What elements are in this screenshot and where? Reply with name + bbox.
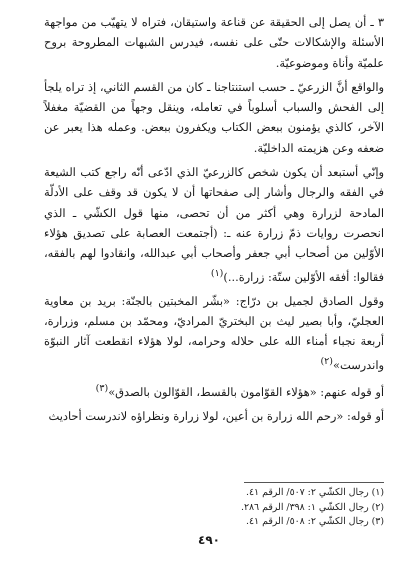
main-text bbox=[44, 12, 384, 430]
footnote-divider bbox=[244, 482, 384, 483]
footnote-ref-3: (٣) bbox=[95, 382, 109, 394]
footnotes-section bbox=[44, 482, 384, 530]
paragraph-text: أو قوله: «رحم الله زرارة بن أعين، لولا زرارة ونظراؤه لاندرست أحاديث bbox=[48, 408, 384, 423]
paragraph-text: أو قوله عنهم: «هؤلاء القوّامون بالقسط، القوّالون بالصدق» bbox=[108, 384, 384, 399]
paragraph-point-3 bbox=[44, 12, 384, 73]
paragraph-text: والواقع أنَّ الزرعيّ ـ حسب استنتاجنا ـ كان من القسم الثاني، إذ تراه يلجأ إلى الفحش والسباب أسلوباً في تعامله، وينقل وجهاً من القضيّة مغفلاً الآخر، كالذي يؤمنون ببعض الكتاب ويكفرون ببعض. وعمله هذا يعبر عن ضعفه وعن هزيمته الداخليّة. bbox=[44, 79, 384, 155]
paragraph-qawwamun bbox=[44, 379, 384, 402]
paragraph-text: ٣ ـ أن يصل إلى الحقيقة عن قناعة واستيقان، فتراه لا يتهيّب من مواجهة الأسئلة والإشكالات حتّى على نفسه، فيدرس الشبهات المطروحة بروح علميّة وأناة وموضوعيّة. bbox=[44, 15, 384, 70]
paragraph-rahima-allah bbox=[44, 406, 384, 426]
paragraph-kashshi-quote bbox=[44, 162, 384, 287]
footnote-2: (٢) رجال الكشّي ١: ٣٩٨/ الرقم ٢٨٦. bbox=[241, 501, 384, 513]
paragraph-text: وإنّي أستبعد أن يكون شخص كالزرعيّ الذي ادّعى أنّه راجع كتب الشيعة في الفقه والرجال وأشار إلى صفحاتها أن لا يكون قد وقف على الأدلّة المادحة لزرارة وهي أكثر من أن تحصى، منها قول الكشّي ـ الذي انحصرت روايات ذمّ زرارة عنه ـ: (أجتمعت العصابة على تصديق هؤلاء الأوّلين من أصحاب أبي جعفر وأصحاب أبي عبدالله، وانقادوا لهم بالفقه، فقالوا: أفقه الأوّلين ستّة: زرارة...) bbox=[44, 165, 384, 284]
page-number: ٤٩٠ bbox=[198, 533, 220, 547]
footnote-ref-2: (٢) bbox=[320, 355, 333, 367]
footnote-3: (٣) رجال الكشّي ٢: ٥٠٨/ الرقم ٤١. bbox=[246, 516, 384, 527]
paragraph-zarai-method bbox=[44, 77, 384, 158]
footnote-1: (١) رجال الكشّي ٢: ٥٠٧/ الرقم ٤١. bbox=[246, 487, 384, 498]
footnote-ref-1: (١) bbox=[210, 267, 224, 279]
paragraph-text: وقول الصادق لجميل بن درّاج: «بشّر المخبتين بالجنّة: بريد بن معاوية العجليّ، وأبا بصير ليث بن البختريّ المراديّ، ومحمّد بن مسلم، وزرارة، أربعة نجباء أمناء الله على حلاله وحرامه، لولا هؤلاء انقطعت آثار النبوّة واندرست» bbox=[44, 293, 384, 372]
paragraph-sadiq-saying bbox=[44, 291, 384, 375]
